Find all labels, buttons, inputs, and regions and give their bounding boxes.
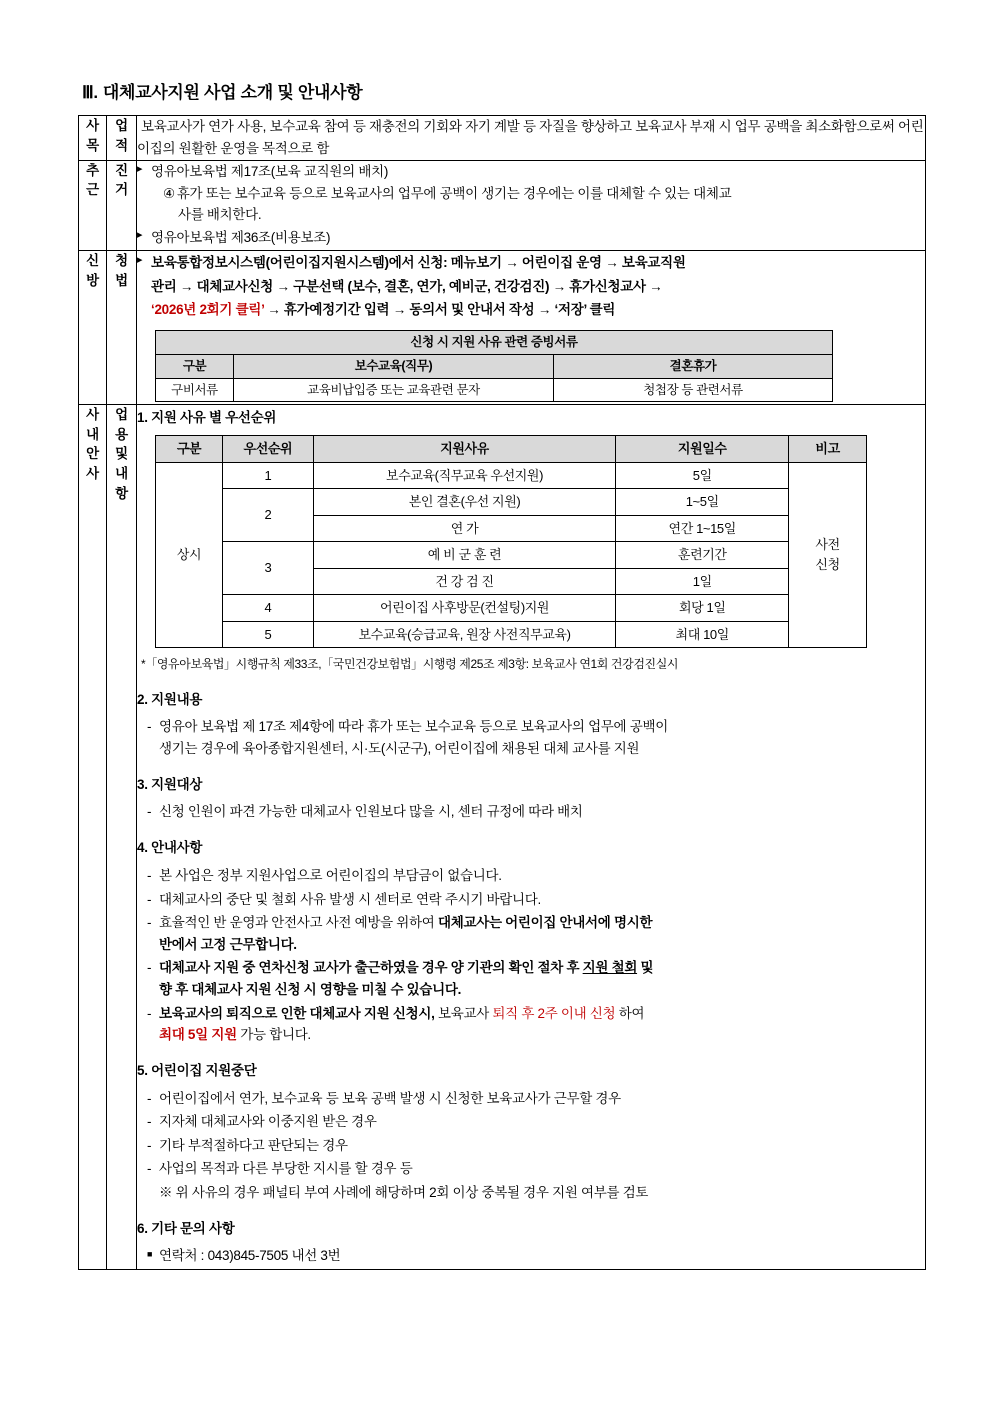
apply-line-3 — [137, 298, 925, 322]
basis-item-text: 영유아보육법 제36조(비용보조) — [151, 230, 331, 246]
list-item-text: 어린이집에서 연가, 보수교육 등 보육 공백 발생 시 신청한 보육교사가 근무할 경우 — [159, 1090, 621, 1106]
label-char: 항 — [115, 485, 128, 501]
list-item-text: 사업의 목적과 다른 부당한 지시를 할 경우 등 — [159, 1161, 413, 1177]
list-item-text: 대체교사 지원 중 연차신청 교사가 출근하였을 경우 양 기관의 확인 절차 후 — [159, 960, 583, 976]
evidence-header-row — [156, 354, 833, 378]
section-5-title: 5. 어린이집 지원중단 — [137, 1062, 257, 1078]
list-item-text: 대체교사의 중단 및 철회 사유 발생 시 센터로 연락 주시기 바랍니다. — [159, 891, 541, 907]
label-basis-right — [107, 160, 137, 250]
label-char: 청 — [115, 253, 128, 269]
section-5-list — [143, 1088, 925, 1204]
list-item — [143, 1135, 925, 1157]
section-4-title: 4. 안내사항 — [137, 840, 203, 856]
priority-days: 훈련기간 — [616, 542, 789, 569]
label-apply-left — [79, 251, 107, 405]
section-3-title: 3. 지원대상 — [137, 776, 203, 792]
label-content-left — [79, 405, 107, 1270]
priority-header-cell: 지원사유 — [313, 436, 616, 463]
basis-item — [137, 161, 925, 227]
list-item — [143, 1088, 925, 1110]
page-title-numeral: Ⅲ. — [82, 83, 98, 102]
section-2-list — [143, 716, 925, 759]
list-item-text-2: 보육교사 — [434, 1005, 493, 1021]
label-char: 사 — [86, 118, 99, 133]
list-item — [143, 912, 925, 955]
basis-subitem-cont: 사를 배치한다. — [178, 207, 262, 223]
list-item-text: 기타 부적절하다고 판단되는 경우 — [159, 1137, 348, 1153]
list-item — [143, 957, 925, 1000]
label-char: 사 — [86, 465, 99, 481]
evidence-cell: 교육비납입증 또는 교육관련 문자 — [234, 378, 554, 402]
list-item-text-3: 하여 — [615, 1005, 645, 1021]
basis-subitem-mark: ④ — [163, 185, 175, 201]
section-3-list — [143, 801, 925, 823]
priority-header-cell: 구분 — [156, 436, 223, 463]
list-item-note — [143, 1182, 925, 1204]
list-item — [143, 889, 925, 911]
priority-header-cell: 지원일수 — [616, 436, 789, 463]
label-content-left-col — [79, 405, 106, 483]
priority-reason: 연 가 — [313, 515, 616, 542]
list-item-note-text: ※ 위 사유의 경우 패널티 부여 사례에 해당하며 2회 이상 중복될 경우 지원 여부를 검토 — [159, 1184, 649, 1200]
row-apply — [79, 251, 926, 405]
label-char: 법 — [115, 272, 128, 288]
list-item-text-cont: 향 후 대체교사 지원 신청 시 영향을 미칠 수 있습니다. — [159, 981, 462, 997]
list-item-highlight: 퇴직 후 2주 이내 신청 — [492, 1005, 616, 1021]
label-content-right-col — [107, 405, 136, 503]
label-char: 목 — [86, 137, 99, 153]
evidence-cell: 구비서류 — [156, 378, 234, 402]
list-item — [143, 801, 925, 823]
label-char: 내 — [115, 465, 128, 481]
section-4-list — [143, 865, 925, 1046]
table-row — [156, 542, 867, 569]
priority-header-cell: 우선순위 — [222, 436, 313, 463]
list-item-text-cont: 반에서 고정 근무합니다. — [159, 936, 297, 952]
row-basis — [79, 160, 926, 250]
priority-days: 연간 1~15일 — [616, 515, 789, 542]
label-char: 신 — [86, 253, 99, 269]
priority-reason: 예 비 군 훈 련 — [313, 542, 616, 569]
list-item-emphasis: 지원 철회 — [582, 960, 638, 976]
row-content — [79, 405, 926, 1270]
page-title — [82, 78, 926, 103]
section-6-title: 6. 기타 문의 사항 — [137, 1220, 235, 1236]
label-char: 및 — [115, 446, 128, 462]
evidence-row — [156, 378, 833, 402]
priority-table — [155, 435, 867, 648]
basis-item — [137, 227, 925, 249]
priority-days: 1일 — [616, 568, 789, 595]
priority-header-cell: 비고 — [789, 436, 867, 463]
list-item-emphasis: 대체교사는 어린이집 안내서에 명시한 — [437, 915, 653, 931]
priority-reason: 보수교육(승급교육, 원장 사전직무교육) — [313, 621, 616, 648]
main-table — [78, 115, 926, 1270]
label-char: 용 — [115, 426, 128, 442]
contact-text: 연락처 : 043)845-7505 내선 3번 — [159, 1248, 341, 1264]
label-char: 안 — [86, 446, 99, 462]
table-row — [156, 621, 867, 648]
purpose-text: 보육교사가 연가 사용, 보수교육 참여 등 재충전의 기회와 자기 계발 등 자질을 향상하고 보육교사 부재 시 업무 공백을 최소화함으로써 어린이집의 원활한 운영을 목적으로 함 — [137, 119, 924, 156]
label-char: 추 — [86, 162, 99, 178]
list-item-text: 신청 인원이 파견 가능한 대체교사 인원보다 많을 시, 센터 규정에 따라 배치 — [159, 804, 583, 820]
priority-days: 최대 10일 — [616, 621, 789, 648]
label-content-right — [107, 405, 137, 1270]
evidence-table — [155, 330, 833, 402]
evidence-caption-row — [156, 331, 833, 355]
page-title-text: 대체교사지원 사업 소개 및 안내사항 — [102, 83, 363, 102]
list-item — [143, 1111, 925, 1133]
basis-subitem — [151, 183, 925, 205]
list-item — [143, 716, 925, 759]
priority-footnote: *「영유아보육법」시행규칙 제33조,「국민건강보험법」시행령 제25조 제3항: 보육교사 연1회 건강검진실시 — [141, 657, 679, 672]
apply-highlight: ‘2026년 2회기 클릭’ — [151, 302, 265, 318]
priority-reason: 어린이집 사후방문(컨설팅)지원 — [313, 595, 616, 622]
priority-header-row — [156, 436, 867, 463]
basis-item-text: 영유아보육법 제17조(보육 교직원의 배치) — [151, 163, 389, 179]
list-item-highlight-2: 최대 5일 지원 — [159, 1027, 237, 1043]
priority-rank: 3 — [222, 542, 313, 595]
list-item-text: 본 사업은 정부 지원사업으로 어린이집의 부담금이 없습니다. — [159, 867, 502, 883]
priority-remark-line: 사전 — [815, 537, 840, 553]
label-char: 근 — [86, 182, 99, 198]
priority-rank: 4 — [222, 595, 313, 622]
content-body — [137, 405, 926, 1270]
label-char: 업 — [115, 407, 128, 423]
label-char: 사 — [86, 407, 99, 423]
priority-group-label: 상시 — [156, 462, 223, 648]
priority-table-wrap — [155, 435, 925, 648]
evidence-table-wrap — [155, 330, 921, 402]
list-item — [143, 1158, 925, 1180]
list-item-text: 영유아 보육법 제 17조 제4항에 따라 휴가 또는 보수교육 등으로 보육교사의 업무에 공백이 — [159, 719, 668, 735]
section-6-list — [143, 1245, 925, 1267]
evidence-caption: 신청 시 지원 사유 관련 증빙서류 — [156, 331, 833, 355]
evidence-header-cell: 구분 — [156, 354, 234, 378]
priority-remark — [789, 462, 867, 648]
evidence-cell: 청첩장 등 관련서류 — [554, 378, 833, 402]
list-item-text-4: 가능 합니다. — [236, 1027, 311, 1043]
basis-body — [137, 160, 926, 250]
label-char: 적 — [115, 137, 128, 153]
list-item — [143, 865, 925, 887]
label-purpose-right — [107, 116, 137, 161]
apply-line-3-rest: → 휴가예정기간 입력 → 동의서 및 안내서 작성 → ‘저장’ 클릭 — [264, 302, 616, 318]
apply-body — [137, 251, 926, 405]
priority-reason: 건 강 검 진 — [313, 568, 616, 595]
priority-remark-line: 신청 — [815, 556, 840, 572]
list-item — [143, 1003, 925, 1046]
list-item — [143, 1245, 925, 1267]
priority-rank: 2 — [222, 489, 313, 542]
priority-rank: 1 — [222, 462, 313, 489]
list-item-text: 효율적인 반 운영과 안전사고 사전 예방을 위하여 — [159, 915, 438, 931]
section-1-title: 1. 지원 사유 별 우선순위 — [137, 410, 277, 426]
label-char: 진 — [115, 162, 128, 178]
priority-rank: 5 — [222, 621, 313, 648]
priority-days: 회당 1일 — [616, 595, 789, 622]
list-item-text: 지자체 대체교사와 이중지원 받은 경우 — [159, 1114, 377, 1130]
row-purpose — [79, 116, 926, 161]
table-row — [156, 462, 867, 489]
apply-line-1: ▸ 보육통합정보시스템(어린이집지원시스템)에서 신청: 메뉴보기 → 어린이집 운영 → 보육교직원 — [137, 251, 925, 275]
list-item-text-2: 및 — [637, 960, 654, 976]
apply-line-2: 관리 → 대체교사신청 → 구분선택 (보수, 결혼, 연가, 예비군, 건강검진) → 휴가신청교사 → — [151, 278, 663, 294]
label-purpose-left — [79, 116, 107, 161]
priority-days: 5일 — [616, 462, 789, 489]
priority-days: 1~5일 — [616, 489, 789, 516]
table-row — [156, 489, 867, 516]
basis-subitem-text: 휴가 또는 보수교육 등으로 보육교사의 업무에 공백이 생기는 경우에는 이를 대체할 수 있는 대체교 — [176, 185, 732, 201]
purpose-body — [137, 116, 926, 161]
basis-list — [137, 161, 925, 249]
evidence-header-cell: 보수교육(직무) — [234, 354, 554, 378]
priority-reason: 보수교육(직무교육 우선지원) — [313, 462, 616, 489]
list-item-text-cont — [159, 1024, 925, 1046]
section-2-title: 2. 지원내용 — [137, 691, 203, 707]
evidence-header-cell: 결혼휴가 — [554, 354, 833, 378]
table-row — [156, 595, 867, 622]
label-char: 거 — [115, 182, 128, 198]
list-item-text: 보육교사의 퇴직으로 인한 대체교사 지원 신청시, — [159, 1005, 435, 1021]
label-char: 방 — [86, 272, 99, 288]
label-char: 내 — [86, 426, 99, 442]
label-apply-right — [107, 251, 137, 405]
list-item-text-cont: 생기는 경우에 육아종합지원센터, 시·도(시군구), 어린이집에 채용된 대체 교사를 지원 — [159, 741, 640, 757]
label-char: 업 — [115, 118, 128, 133]
priority-reason: 본인 결혼(우선 지원) — [313, 489, 616, 516]
label-basis-left — [79, 160, 107, 250]
